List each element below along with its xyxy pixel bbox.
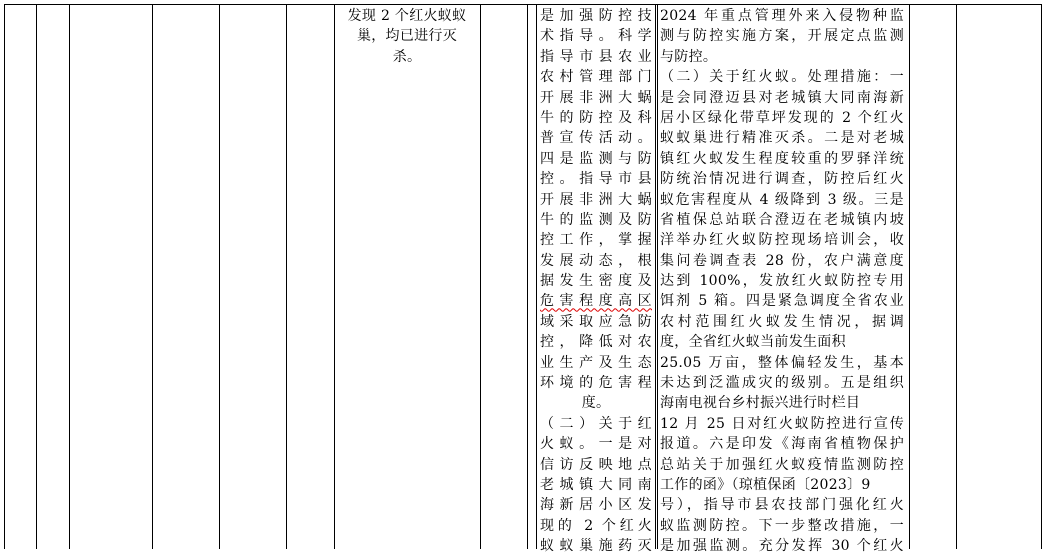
- cell-line: （二）关于红: [540, 415, 652, 432]
- column-border: [152, 4, 153, 549]
- cell-line: 号），指导市县农技部门强化红火: [660, 497, 904, 514]
- cell-line: 老城镇大同南: [540, 476, 652, 493]
- cell-line: 报道。六是印发《海南省植物保护: [660, 436, 904, 453]
- cell-line: 控。指导市县: [540, 171, 652, 188]
- cell-line: 2024 年重点管理外来入侵物种监: [660, 8, 904, 24]
- column-border: [69, 4, 70, 549]
- column-border: [219, 4, 220, 549]
- cell-line: 四是监测与防: [540, 150, 652, 167]
- cell-measures: [540, 6, 652, 557]
- cell-line: 是加强防控技: [540, 8, 652, 24]
- column-border: [286, 4, 287, 549]
- cell-line: 现的 2 个红火: [540, 517, 652, 534]
- cell-line: 总站关于加强红火蚁疫情监测防控: [660, 456, 904, 473]
- cell-line: 洋举办红火蚁防控现场培训会，收: [660, 232, 904, 249]
- cell-line: 巢，均已进行灭: [356, 28, 458, 45]
- cell-line: 工作的函》（琼植保函〔2023〕9: [660, 476, 871, 493]
- column-border: [956, 4, 957, 549]
- cell-line: 度，全省红火蚁当前发生面积: [660, 334, 846, 351]
- cell-line: 牛的监测及防: [540, 211, 652, 228]
- cell-line: 饵剂 5 箱。四是紧急调度全省农业: [660, 293, 904, 310]
- cell-line: 蚁危害程度从 4 级降到 3 级。三是: [660, 191, 904, 208]
- cell-line: 蚁蚁巢进行精准灭杀。二是对老城: [660, 130, 904, 147]
- cell-line: 普宣传活动。: [540, 130, 652, 147]
- cell-line: 术指导。科学: [540, 28, 652, 45]
- cell-line: 危害程度高区: [540, 293, 652, 310]
- column-border: [36, 4, 37, 549]
- cell-line: 是会同澄迈县对老城镇大同南海新: [660, 89, 904, 106]
- cell-issue-description: [338, 6, 476, 67]
- column-border: [527, 4, 528, 549]
- cell-line: 镇红火蚁发生程度较重的罗驿洋统: [660, 150, 904, 167]
- cell-line: 据发生密度及: [540, 273, 652, 290]
- cell-line: 蚁蚁巢施药灭: [540, 538, 652, 555]
- cell-line: 开展非洲大蜗: [540, 191, 652, 208]
- cell-line: （二）关于红火蚁。处理措施：一: [660, 69, 904, 86]
- column-border: [334, 4, 335, 549]
- cell-line: 防统治情况进行调查，防控后红火: [660, 171, 904, 188]
- cell-line: 居小区绿化带草坪发现的 2 个红火: [660, 109, 904, 126]
- cell-line: 蚁监测防控。下一步整改措施，一: [660, 517, 904, 534]
- cell-line: 海新居小区发: [540, 497, 652, 514]
- cell-line: 集问卷调查表 28 份，农户满意度: [660, 252, 904, 269]
- cell-line: 信访反映地点: [540, 456, 652, 473]
- column-border: [1041, 4, 1042, 549]
- cell-line: 达到 100%，发放红火蚁防控专用: [660, 273, 904, 290]
- column-border: [909, 4, 910, 549]
- cell-line: 发现 2 个红火蚁蚁: [347, 8, 467, 24]
- cell-line: 是加强监测。充分发挥 30 个红火: [660, 538, 904, 555]
- cell-line: 农村范围红火蚁发生情况，据调: [660, 313, 904, 330]
- column-border: [657, 4, 658, 549]
- cell-line: 控工作，掌握: [540, 232, 652, 249]
- cell-line: 未达到泛滥成灾的级别。五是组织: [660, 375, 904, 392]
- cell-line: 12 月 25 日对红火蚁防控进行宣传: [660, 415, 904, 432]
- cell-line: 环境的危害程: [540, 375, 652, 392]
- cell-line: 25.05 万亩，整体偏轻发生，基本: [660, 354, 904, 371]
- cell-line: 域采取应急防: [540, 313, 652, 330]
- column-border: [4, 4, 5, 549]
- cell-line: 农村管理部门: [540, 69, 652, 86]
- cell-line: 海南电视台乡村振兴进行时栏目: [660, 395, 861, 412]
- cell-line: 开展非洲大蜗: [540, 89, 652, 106]
- cell-line: 度。: [581, 395, 611, 412]
- table-top-border: [4, 4, 1042, 5]
- cell-handling-results: [660, 6, 904, 557]
- cell-line: 牛的防控及科: [540, 109, 652, 126]
- cell-line: 控，降低对农: [540, 334, 652, 351]
- column-border: [655, 4, 656, 549]
- cell-line: 省植保总站联合澄迈在老城镇内坡: [660, 211, 904, 228]
- cell-line: 指导市县农业: [540, 48, 652, 65]
- cell-line: 发展动态，根: [540, 252, 652, 269]
- column-border: [480, 4, 481, 549]
- cell-line: 杀。: [392, 48, 422, 65]
- cell-line: 火蚁。一是对: [540, 436, 652, 453]
- cell-line: 业生产及生态: [540, 354, 652, 371]
- cell-line: 测与防控实施方案，开展定点监测: [660, 28, 904, 45]
- cell-line: 与防控。: [660, 48, 718, 65]
- column-border: [536, 4, 537, 549]
